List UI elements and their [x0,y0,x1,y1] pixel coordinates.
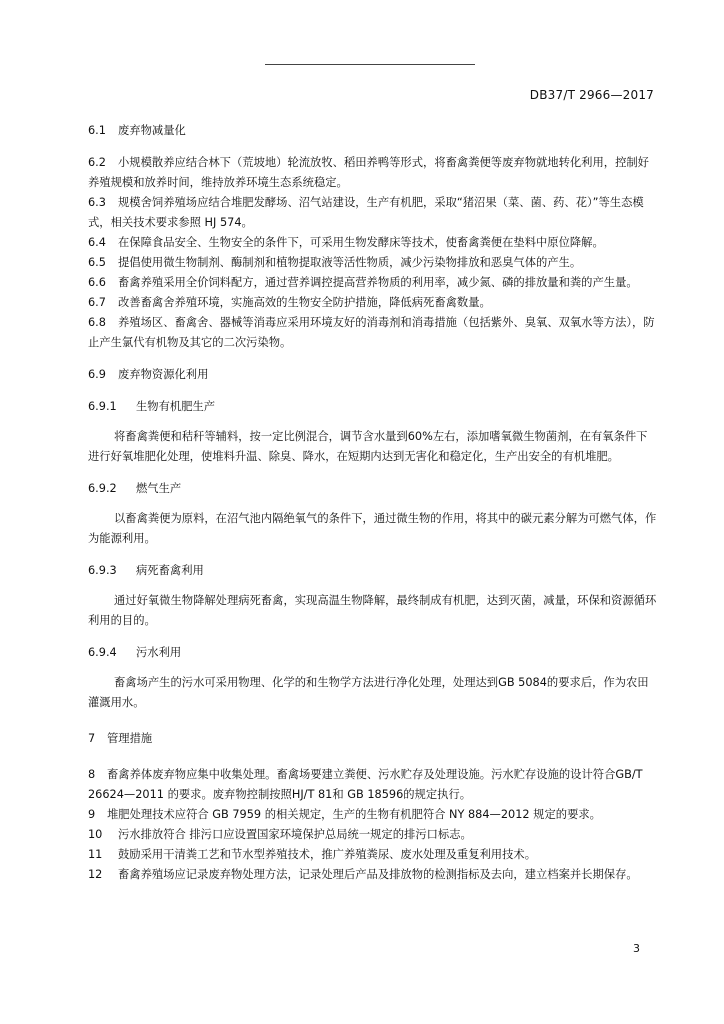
clause-text: 畜禽养殖采用全价饲料配方，通过营养调控提高营养物质的利用率，减少氮、磷的排放量和粪的产生量。 [118,276,638,289]
clause-number: 7 [88,732,96,745]
clause-6-7 [88,293,658,313]
clause-number: 6.9.4 [88,646,117,659]
clause-11 [88,845,658,865]
clause-text: 规模舍饲养殖场应结合堆肥发酵场、沼气站建设，生产有机肥，采取“猪沼果（菜、菌、药、花）”等生态模式，相关技术要求参照 HJ 574。 [88,196,644,229]
clause-title: 生物有机肥生产 [136,400,216,413]
clause-number: 6.6 [88,276,106,289]
page-number: 3 [633,942,640,955]
clause-number: 6.2 [88,156,106,169]
clause-6-2 [88,153,658,193]
clause-number: 6.9.2 [88,482,117,495]
clause-number: 6.9 [88,368,106,381]
clause-number: 6.3 [88,196,106,209]
heading-6-9 [88,365,658,385]
heading-7 [88,729,658,749]
header-rule [265,64,475,65]
clause-8 [88,765,658,805]
clause-number: 8 [88,768,96,781]
clause-10 [88,825,658,845]
clause-6-4 [88,233,658,253]
paragraph-6-9-3: 通过好氧微生物降解处理病死畜禽，实现高温生物降解，最终制成有机肥，达到灭菌，减量，环保和资源循环利用的目的。 [88,594,657,627]
clause-text: 畜禽养殖场应记录废弃物处理方法，记录处理后产品及排放物的检测指标及去向，建立档案并长期保存。 [118,868,638,881]
clause-number: 9 [88,808,96,821]
clause-text: 小规模散养应结合林下（荒坡地）轮流放牧、稻田养鸭等形式，将畜禽粪便等废弃物就地转化利用，控制好养殖规模和放养时间，维持放养环境生态系统稳定。 [88,156,649,189]
clause-text: 提倡使用微生物制剂、酶制剂和植物提取液等活性物质，减少污染物排放和恶臭气体的产生。 [118,256,582,269]
clause-number: 6.1 [88,124,106,137]
clause-6-3 [88,193,658,233]
clause-number: 6.9.1 [88,400,117,413]
clause-12 [88,865,658,885]
clause-number: 10 [88,828,103,841]
clause-number: 6.9.3 [88,564,117,577]
heading-6-9-2 [88,479,658,499]
clause-text: 在保障食品安全、生物安全的条件下，可采用生物发酵床等技术，使畜禽粪便在垫料中原位降解。 [118,236,604,249]
clause-number: 6.5 [88,256,106,269]
clause-title: 燃气生产 [136,482,182,495]
clause-number: 6.7 [88,296,106,309]
clause-6-6 [88,273,658,293]
clause-title: 污水利用 [136,646,182,659]
clause-6-8 [88,313,658,353]
heading-6-1 [88,121,658,141]
clause-text: 养殖场区、畜禽舍、器械等消毒应采用环境友好的消毒剂和消毒措施（包括紫外、臭氧、双氧水等方法），防止产生氯代有机物及其它的二次污染物。 [88,316,655,349]
clause-text: 改善畜禽舍养殖环境，实施高效的生物安全防护措施，降低病死畜禽数量。 [118,296,491,309]
clause-number: 6.8 [88,316,106,329]
clause-text: 污水排放符合 排污口应设置国家环境保护总局统一规定的排污口标志。 [118,828,472,841]
document-body [88,121,658,885]
clause-text: 畜禽养体废弃物应集中收集处理。畜禽场要建立粪便、污水贮存及处理设施。污水贮存设施的设计符合GB/T 26624—2011 的要求。废弃物控制按照HJ/T 81和 GB 18596的规定执行。 [88,768,643,801]
clause-number: 11 [88,848,103,861]
clause-text: 堆肥处理技术应符合 GB 7959 的相关规定，生产的生物有机肥符合 NY 884—2012 规定的要求。 [107,808,601,821]
clause-title: 废弃物资源化利用 [118,368,209,381]
paragraph-6-9-2: 以畜禽粪便为原料，在沼气池内隔绝氧气的条件下，通过微生物的作用，将其中的碳元素分解为可燃气体，作为能源利用。 [88,512,657,545]
document-code: DB37/T 2966—2017 [529,88,654,102]
clause-9 [88,805,658,825]
clause-text: 鼓励采用干清粪工艺和节水型养殖技术，推广养殖粪尿、废水处理及重复利用技术。 [118,848,536,861]
clause-number: 6.4 [88,236,106,249]
heading-6-9-4 [88,643,658,663]
paragraph-6-9-1: 将畜禽粪便和秸秆等辅料，按一定比例混合，调节含水量到60%左右，添加嗜氧微生物菌剂，在有氧条件下进行好氧堆肥化处理，使堆料升温、除臭、降水，在短期内达到无害化和稳定化，生产出安全的有机堆肥。 [88,430,648,463]
clause-title: 病死畜禽利用 [136,564,204,577]
paragraph-6-9-4: 畜禽场产生的污水可采用物理、化学的和生物学方法进行净化处理，处理达到GB 5084的要求后，作为农田灌溉用水。 [88,676,649,709]
clause-title: 废弃物减量化 [118,124,186,137]
heading-6-9-3 [88,561,658,581]
clause-6-5 [88,253,658,273]
clause-number: 12 [88,868,103,881]
clause-title: 管理措施 [107,732,153,745]
heading-6-9-1 [88,397,658,417]
